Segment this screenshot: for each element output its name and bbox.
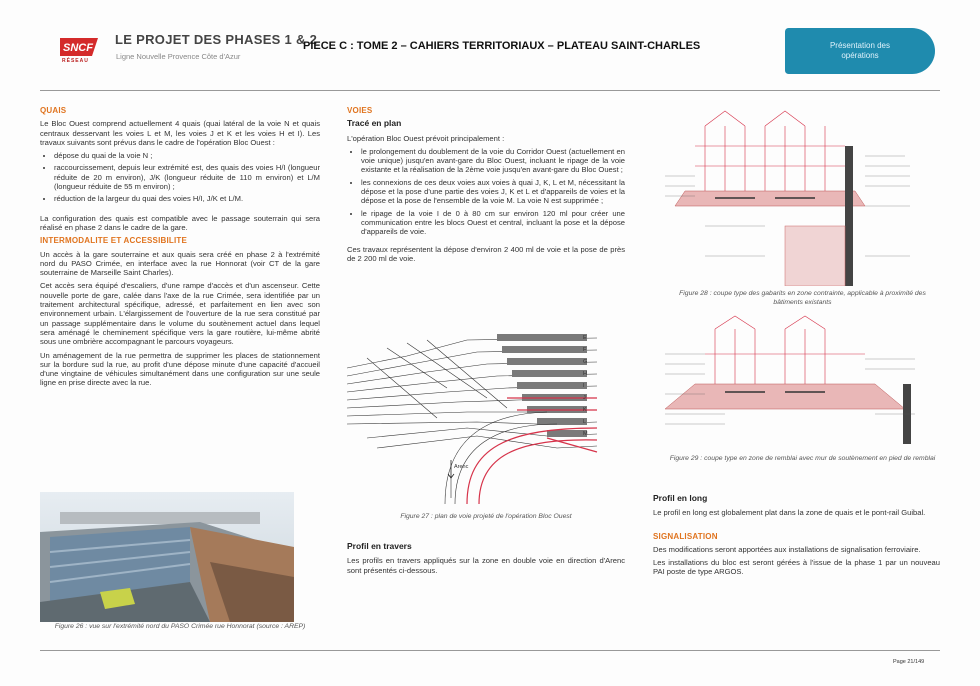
left-column [40, 106, 320, 392]
list-item: • raccourcissement, depuis leur extrémité est, des quais des voies H/I (longueur réduite de 20 m environ), J/K (longueur réduite de 110 m environ) et L/M (longueur réduite de 55 m environ) ; [54, 163, 320, 191]
track-label-l: L [583, 419, 587, 425]
intermodalite-heading: INTERMODALITE ET ACCESSIBILITE [40, 236, 188, 246]
sncf-logo [58, 36, 102, 58]
footer-divider [40, 650, 940, 651]
signalisation-paragraph-2: Les installations du bloc est seront gérées à l'issue de la phase 1 par un nouveau PAI poste de type ARGOS. [653, 558, 940, 577]
figure-28-caption: Figure 28 : coupe type des gabarits en zone contrainte, applicable à proximité des bâtiments existants [679, 290, 926, 306]
section-tab[interactable] [785, 28, 935, 74]
signalisation-heading: SIGNALISATION [653, 531, 718, 541]
figure-27-caption: Figure 27 : plan de voie projeté de l'opération Bloc Ouest [400, 513, 572, 520]
track-label-g: G [583, 359, 588, 365]
trace-heading: Tracé en plan [347, 118, 402, 129]
quais-intro: Le Bloc Ouest comprend actuellement 4 quais (quai latéral de la voie N et quais centraux desservant les voies L et M, les voies J et K et les voies H et I). Les travaux suivants sont prévus dans le cadre de l'opération Bloc Ouest : [40, 119, 320, 147]
profil-travers-heading: Profil en travers [347, 541, 412, 551]
list-item: • réduction de la largeur du quai des voies H/I, J/K et L/M. [54, 194, 320, 203]
track-label-j: J [583, 395, 586, 401]
logo-subtitle: RÉSEAU [62, 58, 89, 64]
page-header [0, 0, 980, 92]
voies-heading: VOIES [347, 106, 373, 115]
track-plan-drawing [347, 328, 625, 504]
list-item: • dépose du quai de la voie N ; [54, 151, 320, 160]
logo-text: SNCF [63, 42, 93, 54]
quais-note: La configuration des quais est compatible avec le passage souterrain qui sera réalisé en phase 2 dans le cadre de la gare. [40, 213, 320, 232]
list-item: • le ripage de la voie I de 0 à 80 cm sur environ 120 ml pour créer une communication entre les blocs Ouest et central, incluant la pose et la dépose d'appareils de voie. [361, 209, 625, 237]
figure-29-caption: Figure 29 : coupe type en zone de remblai avec mur de soutènement en pied de remblai [669, 455, 936, 462]
section-tab-label: Présentation des opérations [829, 41, 891, 60]
trace-list [347, 147, 625, 237]
figure-26-caption: Figure 26 : vue sur l'extrémité nord du PASO Crimée rue Honnorat (source : AREP) [54, 623, 306, 630]
brand-subtitle: Ligne Nouvelle Provence Côte d'Azur [116, 52, 241, 61]
profil-long-text: Le profil en long est globalement plat dans la zone de quais et le pont-rail Guibal. [653, 508, 926, 518]
header-divider [40, 90, 940, 91]
page-number: Page 21/149 [893, 659, 925, 665]
quais-list [40, 151, 320, 203]
station-photo [40, 492, 294, 622]
signalisation-paragraph-1: Des modifications seront apportées aux installations de signalisation ferroviaire. [653, 544, 921, 554]
document-title: PIECE C : TOME 2 – CAHIERS TERRITORIAUX – PLATEAU SAINT-CHARLES [303, 40, 701, 52]
list-item: • le prolongement du doublement de la voie du Corridor Ouest (actuellement en voie unique) jusqu'en avant-gare du Bloc Ouest, incluant le ripage de la voie existante et la réalisation de la 2ème voie jusqu'en avant-gare du Bloc Ouest ; [361, 147, 625, 175]
track-label-i: I [583, 383, 585, 389]
brand-title: LE PROJET DES PHASES 1 & 2 [115, 32, 318, 47]
profil-long-heading: Profil en long [653, 493, 708, 503]
cross-section-29-drawing [665, 314, 940, 444]
intermodalite-paragraph-1: Un accès à la gare souterraine et aux quais sera créé en phase 2 à l'extrémité nord du PASO Crimée, en interface avec la rue Honnorat (voir CT de la gare souterraine de Marseille Saint Charles). [40, 249, 320, 278]
profil-travers-text: Les profils en travers appliqués sur la zone en double voie en direction d'Arenc sont présentés ci-dessous. [347, 556, 625, 575]
profil-travers-section [347, 542, 625, 579]
list-item: • les connexions de ces deux voies aux voies à quai J, K, L et M, nécessitant la dépose et la pose d'une partie des voies J, K et L et d'appareils de voies et la dépose et la pose de l'ensemble de la voie M. La voie N est supprimée ; [361, 178, 625, 206]
middle-column [347, 106, 625, 267]
track-label-h: H [583, 371, 587, 377]
track-label-f: F [583, 347, 587, 353]
track-label-e: E [583, 335, 587, 341]
trace-summary: Ces travaux représentent la dépose d'environ 2 400 ml de voie et la pose de près de 2 200 ml de voie. [347, 244, 625, 263]
track-label-m: M [583, 431, 588, 437]
trace-intro: L'opération Bloc Ouest prévoit principalement : [347, 133, 505, 143]
track-label-k: K [583, 407, 587, 413]
arenc-label: Arenc [454, 464, 469, 470]
quais-heading: QUAIS [40, 106, 67, 115]
intermodalite-paragraph-3: Un aménagement de la rue permettra de supprimer les places de stationnement sur la bordure sud la rue, au profit d'une dépose minute d'une capacité d'accueil d'une vingtaine de véhicules simultanément dans une configuration sur une seule ligne en prise directe avec la rue. [40, 350, 320, 388]
intermodalite-paragraph-2: Cet accès sera équipé d'escaliers, d'une rampe d'accès et d'un ascenseur. Cette nouvelle porte de gare, calée dans l'axe de la rue Crimée, sera identifiée par un traitement architectural spécifique, adressé, et parfaitement en lien avec son environnement urbain. L'élargissement de l'ouverture de la rue sera constitué par un passage supplémentaire dans le volume du soutènement actuel dans lequel sera aménagé le cheminement spécifique vers la gare routière, lui-même abrité sous une ombrière accompagnant le parcours voyageurs. [40, 281, 320, 347]
right-text-column [653, 494, 940, 581]
cross-section-28-drawing [665, 106, 940, 286]
